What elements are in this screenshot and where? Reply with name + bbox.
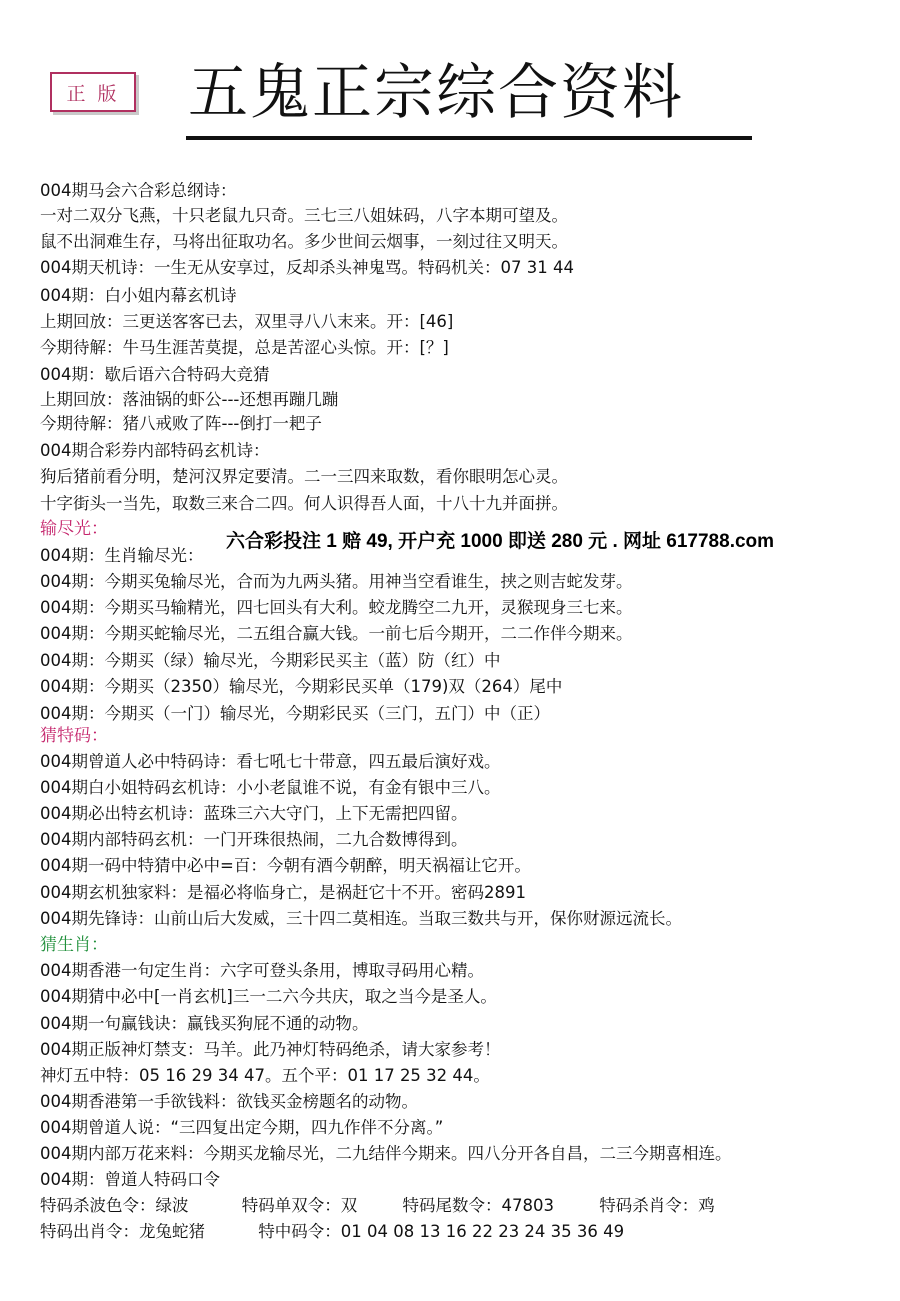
text-line: 狗后猪前看分明，楚河汉界定要清。二一三四来取数，看你眼明怎心灵。 xyxy=(40,467,568,486)
text-line: 神灯五中特：05 16 29 34 47。五个平：01 17 25 32 44。 xyxy=(40,1066,490,1085)
ad-banner: 六合彩投注 1 赔 49, 开户充 1000 即送 280 元 . 网址 617788.com xyxy=(226,531,775,552)
text-line: 今期待解：猪八戒败了阵---倒打一耙子 xyxy=(40,414,322,433)
text-line: 004期：白小姐内幕玄机诗 xyxy=(40,286,237,305)
kouling-bose: 特码杀波色令：绿波 xyxy=(40,1196,189,1215)
text-line: 004期：今期买（2350）输尽光，今期彩民买单（179)双（264）尾中 xyxy=(40,677,563,696)
text-line: 004期：歇后语六合特码大竞猜 xyxy=(40,365,270,384)
kouling-row-1 xyxy=(40,1195,715,1217)
text-line: 004期内部特码玄机：一门开珠很热闹，二九合数博得到。 xyxy=(40,830,468,849)
kouling-row-2 xyxy=(40,1221,624,1243)
kouling-shaxiao: 特码杀肖令：鸡 xyxy=(599,1196,715,1215)
kouling-zhongma: 特中码令：01 04 08 13 16 22 23 24 35 36 49 xyxy=(258,1222,625,1241)
section-heading-shujinguang: 输尽光： xyxy=(40,519,108,539)
text-line: 004期：生肖输尽光： xyxy=(40,546,204,565)
text-line: 上期回放：三更送客客已去，双里寻八八末来。开：[46] xyxy=(40,312,454,331)
text-line: 004期香港第一手欲钱料：欲钱买金榜题名的动物。 xyxy=(40,1092,418,1111)
text-line: 今期待解：牛马生涯苦莫提，总是苦涩心头惊。开：[？] xyxy=(40,338,449,357)
text-line: 004期先锋诗：山前山后大发威，三十四二莫相连。当取三数共与开，保你财源远流长。 xyxy=(40,909,682,928)
title-underline xyxy=(186,136,752,140)
text-line: 004期白小姐特码玄机诗：小小老鼠谁不说，有金有银中三八。 xyxy=(40,778,501,797)
text-line: 004期曾道人说：“三四复出定今期，四九作伴不分离。” xyxy=(40,1118,444,1137)
text-line: 004期香港一句定生肖：六字可登头条用，博取寻码用心精。 xyxy=(40,961,484,980)
text-line: 004期一码中特猜中必中=百：今朝有酒今朝醉，明天祸福让它开。 xyxy=(40,856,531,875)
text-line: 004期：今期买马输精光，四七回头有大利。蛟龙腾空二九开，灵猴现身三七来。 xyxy=(40,598,633,617)
text-line: 004期必出特玄机诗：蓝珠三六大守门，上下无需把四留。 xyxy=(40,804,468,823)
text-line: 004期合彩券内部特码玄机诗： xyxy=(40,441,270,460)
text-line: 上期回放：落油锅的虾公---还想再蹦几蹦 xyxy=(40,390,339,409)
official-edition-badge: 正 版 xyxy=(50,72,136,112)
text-line: 004期正版神灯禁支：马羊。此乃神灯特码绝杀，请大家参考！ xyxy=(40,1040,501,1059)
text-line: 004期天机诗：一生无从安享过，反却杀头神鬼骂。特码机关：07 31 44 xyxy=(40,258,574,277)
kouling-chuxiao: 特码出肖令：龙兔蛇猪 xyxy=(40,1222,205,1241)
text-line: 鼠不出洞难生存，马将出征取功名。多少世间云烟事，一刻过往又明天。 xyxy=(40,232,568,251)
text-line: 004期：今期买兔输尽光，合而为九两头猪。用神当空看谁生，挟之则吉蛇发芽。 xyxy=(40,572,633,591)
text-line: 004期玄机独家料：是福必将临身亡，是祸赶它十不开。密码2891 xyxy=(40,883,526,902)
text-line: 004期：今期买（绿）输尽光，今期彩民买主（蓝）防（红）中 xyxy=(40,651,501,670)
kouling-weishu: 特码尾数令：47803 xyxy=(402,1196,554,1215)
text-line: 004期：曾道人特码口令 xyxy=(40,1170,220,1189)
section-heading-caishengxiao: 猜生肖： xyxy=(40,935,108,955)
text-line: 004期猜中必中[一肖玄机]三一二六今共庆，取之当今是圣人。 xyxy=(40,987,497,1006)
kouling-danshuang: 特码单双令：双 xyxy=(241,1196,358,1215)
text-line: 004期内部万花来料：今期买龙输尽光，二九结伴今期来。四八分开各自昌，二三今期喜相连。 xyxy=(40,1144,732,1163)
text-line: 十字街头一当先，取数三来合二四。何人识得吾人面，十八十九并面拼。 xyxy=(40,494,568,513)
text-line: 004期马会六合彩总纲诗： xyxy=(40,181,237,200)
section-heading-caitema: 猜特码： xyxy=(40,726,108,746)
text-line: 004期：今期买蛇输尽光，二五组合赢大钱。一前七后今期开，二二作伴今期来。 xyxy=(40,624,633,643)
text-line: 004期：今期买（一门）输尽光，今期彩民买（三门，五门）中（正） xyxy=(40,704,550,723)
page-title: 五鬼正宗综合资料 xyxy=(188,58,684,128)
text-line: 004期一句赢钱诀：赢钱买狗屁不通的动物。 xyxy=(40,1014,369,1033)
text-line: 004期曾道人必中特码诗：看七吼七十带意，四五最后演好戏。 xyxy=(40,752,501,771)
text-line: 一对二双分飞燕，十只老鼠九只奇。三七三八姐妹码，八字本期可望及。 xyxy=(40,206,568,225)
